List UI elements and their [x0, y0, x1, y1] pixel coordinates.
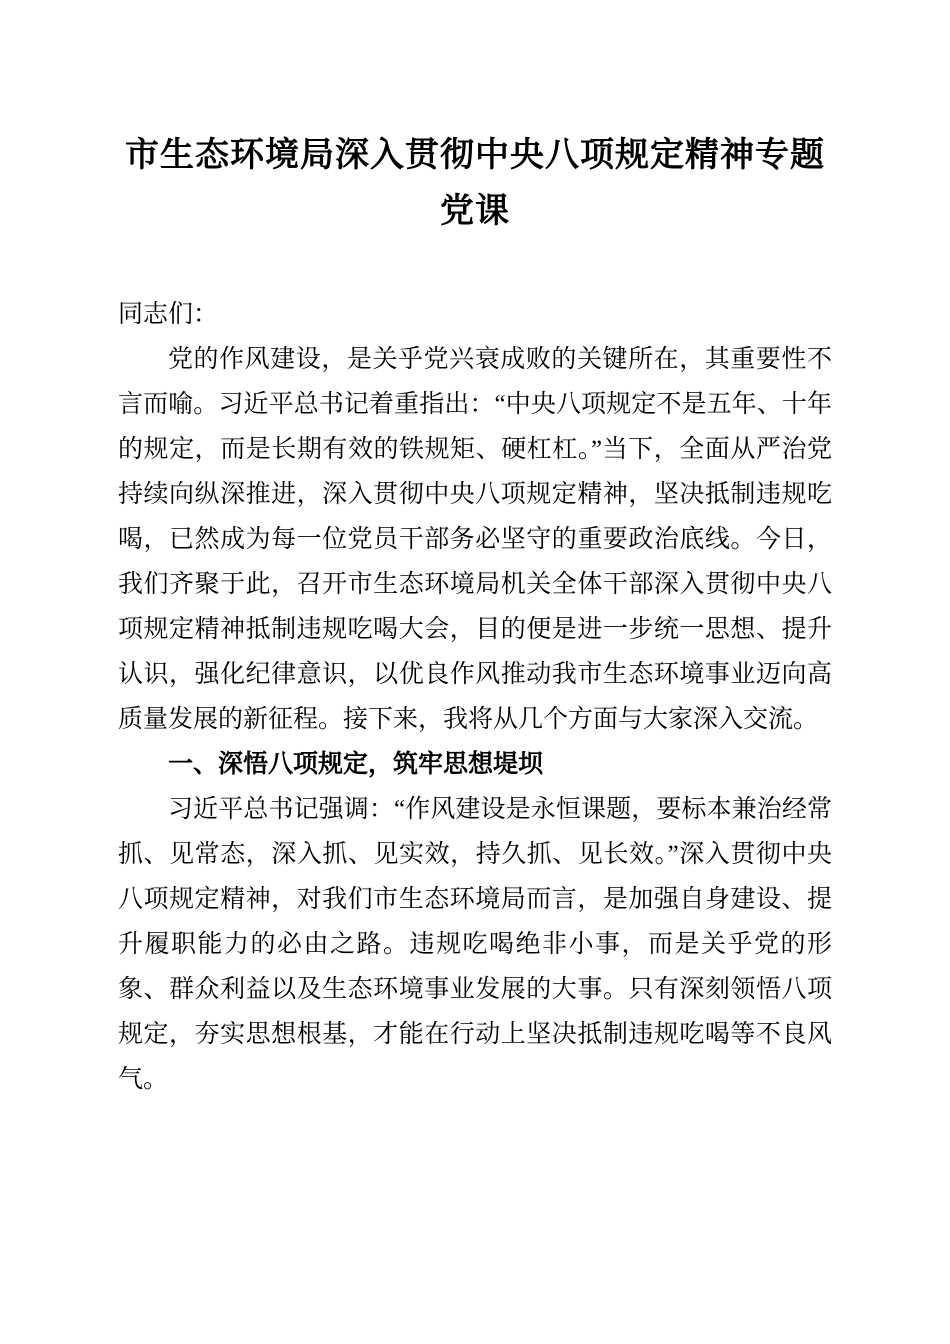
section-heading-1: 一、深悟八项规定，筑牢思想堤坝 — [168, 750, 544, 778]
body-paragraph: 党的作风建设，是关乎党兴衰成败的关键所在，其重要性不言而喻。习近平总书记着重指出：“中央八项规定不是五年、十年的规定，而是长期有效的铁规矩、硬杠杠。”当下，全面从严治党持续向纵深推进，深入贯彻中央八项规定精神，坚决抵制违规吃喝，已然成为每一位党员干部务必坚守的重要政治底线。今日，我们齐聚于此，召开市生态环境局机关全体干部深入贯彻中央八项规定精神抵制违规吃喝大会，目的便是进一步统一思想、提升认识，强化纪律意识，以优良作风推动我市生态环境事业迈向高质量发展的新征程。接下来，我将从几个方面与大家深入交流。 — [118, 346, 832, 733]
body-paragraph: 习近平总书记强调：“作风建设是永恒课题，要标本兼治经常抓、见常态，深入抓、见实效，持久抓、见长效。”深入贯彻中央八项规定精神，对我们市生态环境局而言，是加强自身建设、提升履职能力的必由之路。违规吃喝绝非小事，而是关乎党的形象、群众利益以及生态环境事业发展的大事。只有深刻领悟八项规定，夯实思想根基，才能在行动上坚决抵制违规吃喝等不良风气。 — [118, 796, 832, 1093]
document-title: 市生态环境局深入贯彻中央八项规定精神专题党课 — [125, 137, 825, 230]
salutation-paragraph: 同志们： — [118, 301, 219, 328]
